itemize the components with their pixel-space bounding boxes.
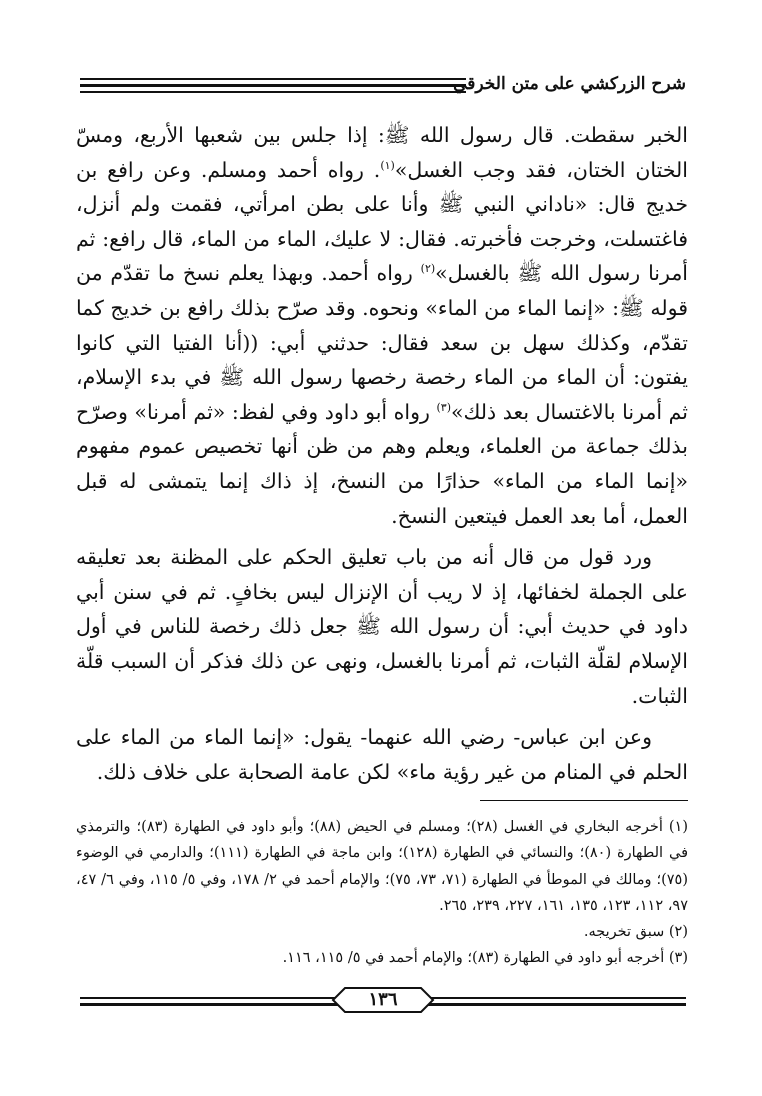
paragraph-1: الخبر سقطت. قال رسول الله ﷺ: إذا جلس بين شعبها الأربع، ومسّ الختان الختان، فقد وجب الغسل»$^{(١)}$. رواه أحمد ومسلم. وعن رافع بن خديج قال: «ناداني النبي ﷺ وأنا على بطن امرأتي، فقمت ولم أنزل، فاغتسلت، وخرجت فأخبرته. فقال: لا عليك، الماء من الماء، قال رافع: ثم أمرنا رسول الله ﷺ بالغسل»$^{(٢)}$ رواه أحمد. وبهذا يعلم نسخ ما تقدّم من قوله ﷺ: «إنما الماء من الماء» ونحوه. وقد صرّح بذلك رافع بن خديج كما تقدّم، وكذلك سهل بن سعد فقال: حدثني أبي: ((أنا الفتيا التي كانوا يفتون: أن الماء من الماء رخصة رخصها رسول الله ﷺ في بدء الإسلام، ثم أمرنا بالاغتسال بعد ذلك»$^{(٣)}$ رواه أبو داود وفي لفظ: «ثم أمرنا» وصرّح بذلك جماعة من العلماء، ويعلم وهم من ظن أنها تخصيص عموم مفهوم «إنما الماء من الماء» حذارًا من النسخ، إذ ذاك إنما يتمشى له قبل العمل، أما بعد العمل فيتعين النسخ. [76, 123, 689, 528]
main-text [76, 118, 688, 796]
header-rule [80, 84, 466, 87]
footnote-ref-3[interactable]: (٣) [436, 400, 451, 414]
running-header [80, 68, 686, 108]
footnote-separator [480, 800, 688, 801]
footnote-ref-1[interactable]: (١) [380, 158, 395, 172]
page-number-badge [331, 986, 435, 1014]
paragraph-2: ورد قول من قال أنه من باب تعليق الحكم على المظنة بعد تعليقه على الجملة لخفائها، إذ لا ريب أن الإنزال ليس بخافٍ. ثم في سنن أبي داود في حديث أبي: أن رسول الله ﷺ جعل ذلك رخصة للناس في أول الإسلام لقلّة الثبات، ثم أمرنا بالغسل، ونهى عن ذلك فذكر أن السبب قلّة الثبات. [76, 545, 688, 708]
footnotes [76, 814, 688, 972]
header-rule [80, 91, 466, 93]
page-number: ١٣٦ [368, 989, 398, 1010]
header-rule [80, 78, 466, 80]
running-header-title: شرح الزركشي على متن الخرقي [453, 74, 686, 94]
footnote-2: (٢) سبق تخريجه. [583, 924, 688, 941]
footnote-ref-2[interactable]: (٢) [420, 262, 436, 276]
page-footer [80, 986, 686, 1016]
footnote-1: (١) أخرجه البخاري في الغسل (٢٨)؛ ومسلم في الحيض (٨٨)؛ وأبو داود في الطهارة (٨٣)؛ والترمذي في الطهارة (٨٠)؛ والنسائي في الطهارة (١٢٨)؛ وابن ماجة في الطهارة (١١١)؛ والدارمي في الوضوء (٧٥)؛ ومالك في الموطأ في الطهارة (٧١، ٧٣، ٧٥)؛ والإمام أحمد في ٢/ ١٧٨، وفي ٥/ ١١٥، وفي ٦/ ٤٧، ٩٧، ١١٢، ١٢٣، ١٣٥، ١٦١، ٢٢٧، ٢٣٩، ٢٦٥. [76, 819, 689, 914]
footnote-3: (٣) أخرجه أبو داود في الطهارة (٨٣)؛ والإمام أحمد في ٥/ ١١٥، ١١٦. [282, 950, 688, 967]
paragraph-3: وعن ابن عباس- رضي الله عنهما- يقول: «إنما الماء من الماء على الحلم في المنام من غير رؤية ماء» لكن عامة الصحابة على خلاف ذلك. [76, 725, 688, 784]
